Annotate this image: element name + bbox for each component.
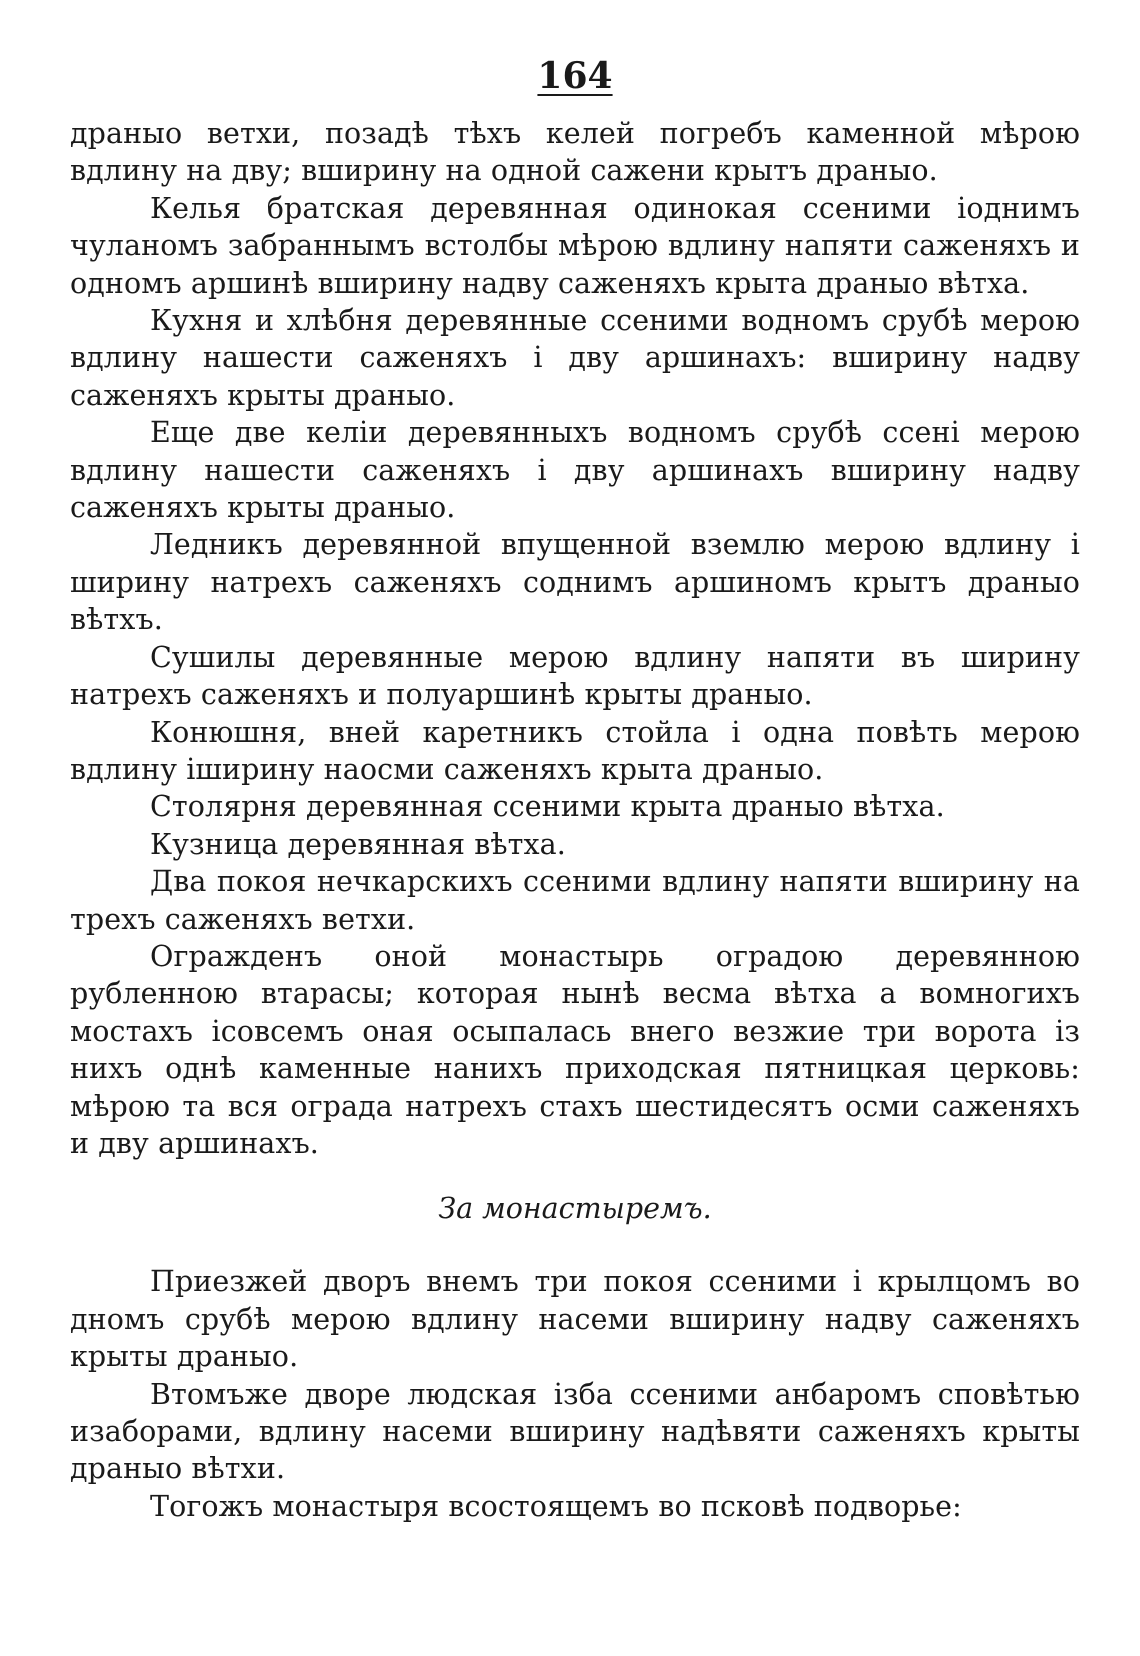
paragraph: Конюшня, вней каретникъ стойла і одна повѣть мерою вдлину іширину наосми саженяхъ крыта драныо. <box>70 715 1080 786</box>
document-page <box>70 55 1080 1525</box>
paragraph: Еще две келіи деревянныхъ водномъ срубѣ ссені мерою вдлину нашести саженяхъ і дву аршинахъ вширину надву саженяхъ крыты драныо. <box>70 416 1080 525</box>
paragraph: драныо ветхи, позадѣ тѣхъ келей погребъ каменной мѣрою вдлину на дву; вширину на одной сажени крытъ драныо. <box>70 117 1080 188</box>
page-number: 164 <box>537 55 613 97</box>
paragraph: Столярня деревянная ссеними крыта драныо вѣтха. <box>150 790 945 824</box>
paragraph: Ледникъ деревянной впущенной вземлю мерою вдлину і ширину натрехъ саженяхъ соднимъ аршиномъ крытъ драныо вѣтхъ. <box>70 528 1080 637</box>
body-before-heading <box>70 115 1080 1162</box>
paragraph: Кухня и хлѣбня деревянные ссеними водномъ срубѣ мерою вдлину нашести саженяхъ і дву аршинахъ: вширину надву саженяхъ крыты драныо. <box>70 304 1080 412</box>
paragraph: Втомъже дворе людская ізба ссеними анбаромъ сповѣтью изаборами, вдлину насеми вширину надѣвяти саженяхъ крыты драныо вѣтхи. <box>70 1377 1080 1486</box>
paragraph: Келья братская деревянная одинокая ссеними іоднимъ чуланомъ забраннымъ встолбы мѣрою вдлину напяти саженяхъ и одномъ аршинѣ вширину надву саженяхъ крыта драныо вѣтха. <box>70 191 1080 300</box>
paragraph: Тогожъ монастыря всостоящемъ во псковѣ подворье: <box>150 1489 962 1523</box>
section-heading: За монастыремъ. <box>438 1192 712 1226</box>
paragraph: Огражденъ оной монастырь оградою деревянною рубленною втарасы; которая нынѣ весма вѣтха а вомногихъ мостахъ ісовсемъ оная осыпалась внего везжие три ворота із нихъ однѣ каменные нанихъ приходская пятницкая церковь: мѣрою та вся ограда натрехъ стахъ шестидесятъ осми саженяхъ и дву аршинахъ. <box>70 939 1080 1160</box>
paragraph: Два покоя нечкарскихъ ссеними вдлину напяти вширину на трехъ саженяхъ ветхи. <box>70 865 1080 936</box>
paragraph: Приезжей дворъ внемъ три покоя ссеними і крылцомъ во дномъ срубѣ мерою вдлину насеми вширину надву саженяхъ крыты драныо. <box>70 1265 1080 1374</box>
paragraph: Сушилы деревянные мерою вдлину напяти въ ширину натрехъ саженяхъ и полуаршинѣ крыты драныо. <box>70 640 1080 712</box>
body-after-heading <box>70 1263 1080 1525</box>
paragraph: Кузница деревянная вѣтха. <box>150 827 566 861</box>
